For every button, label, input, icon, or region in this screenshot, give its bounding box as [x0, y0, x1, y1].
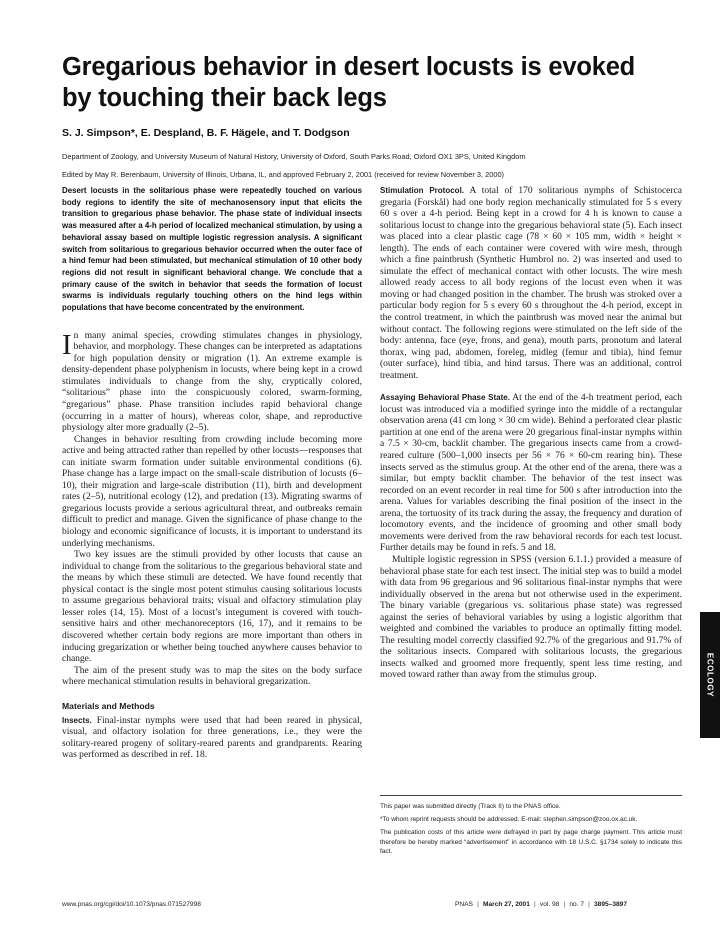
- intro-paragraph-4: The aim of the present study was to map the sites on the body surface where mechanical stimulation results in behavioral gregarization.: [62, 665, 362, 688]
- edited-by-line: Edited by May R. Berenbaum, University of Illinois, Urbana, IL, and approved February 2, 2001 (received for review November 3, 2000): [62, 170, 505, 179]
- section-side-tab: [700, 612, 720, 738]
- affiliation: Department of Zoology, and University Museum of Natural History, University of Oxford, South Parks Road, Oxford OX1 3PS, United Kingdom: [62, 152, 526, 161]
- assay-text: At the end of the 4-h treatment period, each locust was introduced via a modified syringe into the middle of a rectangular observation arena (41 cm long × 30 cm wide). Behind a perforated clear plastic partition at one end of the arena were 20 gregarious final-instar nymphs within a 7.5 × 30-cm, backlit chamber. The gregarious insects came from a crowd-reared culture (500–1,000 insects per 56 × 76 × 60-cm rearing bin). These insects served as the stimulus group. At the other end of the arena, there was a similar, but empty backlit chamber. The behavior of the test insect was recorded on an event recorder in real time for 500 s after introduction into the arena. Values for variables describing the final position of the insect in the arena, the tortuosity of its track during the assay, the frequency and duration of locomotory events, and the incidence of grooming and other small body movements were derived from the raw behavioral records for each test locust. Further details may be found in refs. 5 and 18.: [380, 393, 682, 554]
- intro-paragraph-1-text: n many animal species, crowding stimulates changes in physiology, behavior, and morphology. These changes can be interpreted as adaptations for high population density or migration (1). An extreme example is density-dependent phase polyphenism in locusts, where being kept in a crowd stimulates individuals to change from the shy, cryptically colored, “solitarious” phase into the conspicuously colored, swarm-forming, “gregarious” phase. Phase transition includes rapid behavioral change (occurring in a matter of hours), whereas color, shape, and reproductive physiology alter more gradually (2–5).: [62, 330, 362, 434]
- drop-cap: I: [62, 328, 72, 361]
- left-column: [62, 185, 362, 762]
- stimulation-run-head: Stimulation Protocol.: [380, 186, 465, 195]
- footnote-submission: This paper was submitted directly (Track II) to the PNAS office.: [380, 803, 561, 810]
- stimulation-paragraph: [380, 185, 682, 382]
- assay-run-head: Assaying Behavioral Phase State.: [380, 393, 510, 403]
- methods-heading: Materials and Methods: [62, 700, 155, 711]
- journal-citation: PNAS | March 27, 2001 | vol. 98 | no. 7 | 3895–3897: [455, 901, 628, 908]
- insects-paragraph: [62, 715, 362, 762]
- insects-run-head: Insects.: [62, 715, 92, 725]
- section-side-tab-label: ECOLOGY: [705, 652, 715, 698]
- assay-paragraph: [380, 392, 682, 555]
- page-range: 3895–3897: [594, 901, 628, 908]
- footnote-correspondence: *To whom reprint requests should be addressed. E-mail: stephen.simpson@zoo.ox.ac.uk.: [380, 816, 638, 824]
- journal-name: PNAS: [455, 901, 473, 908]
- footnote-publication-costs: The publication costs of this article were defrayed in part by page charge payment. This article must therefore be hereby marked “advertisement” in accordance with 18 U.S.C. §1734 solely to indicate this fact.: [380, 829, 682, 855]
- intro-paragraph-1: [62, 328, 362, 435]
- right-column: [380, 185, 682, 682]
- abstract: Desert locusts in the solitarious phase were repeatedly touched on various body regions to identify the site of mechanosensory input that elicits the transition to gregarious phase behavior. The phase state of individual insects was measured after a 4-h period of localized mechanical stimulation, by using a behavioral assay based on multiple logistic regression analysis. A significant switch from solitarious to gregarious behavior occurred when the outer face of a hind femur had been stimulated, but mechanical stimulation of 10 other body regions did not result in significant behavioral change. We conclude that a primary cause of the switch in behavior that seeds the formation of locust swarms is individuals regularly touching others on the hind legs within populations that have become concentrated by the environment.: [62, 186, 362, 313]
- insects-text: Final-instar nymphs were used that had been reared in physical, visual, and olfactory isolation for three generations, i.e., they were the solitary-reared progeny of solitary-reared parents and grandparents. Rearing was performed as described in ref. 18.: [62, 715, 363, 761]
- issue-number: no. 7: [569, 901, 584, 908]
- footnotes: [380, 795, 682, 860]
- intro-paragraph-3: Two key issues are the stimuli provided by other locusts that cause an individual to change from the solitarious to the gregarious behavioral state and the means by which these stimuli are detected. We have found recently that physical contact is the single most potent stimulus causing solitarious locusts to assume gregarious behavioral traits; visual and olfactory stimulation play lesser roles (14, 15). Most of a locust’s integument is covered with touch-sensitive hairs and other mechanoreceptors (16, 17), and it remains to be discovered whether certain body regions are more important than others in inducing gregarization or whether being touched anywhere causes behavior to change.: [62, 550, 362, 665]
- intro-paragraph-2: Changes in behavior resulting from crowding include becoming more active and being attracted rather than repelled by other locusts—responses that can initiate swarm formation under suitable environmental conditions (6). Phase change has a large impact on the small-scale distribution of locusts (6–10), their migration and large-scale distribution (11), birth and development rates (2–5), nutritional ecology (12), and predation (13). Migrating swarms of gregarious locusts provide a serious agricultural threat, and outbreaks remain difficult to predict and manage. Given the significance of phase change to the biology and economic significance of locusts, it is important to understand its underlying mechanisms.: [62, 434, 362, 549]
- doi-url[interactable]: www.pnas.org/cgi/doi/10.1073/pnas.071527998: [62, 901, 201, 908]
- author-list: S. J. Simpson*, E. Despland, B. F. Hägele, and T. Dodgson: [62, 127, 350, 139]
- regression-paragraph: Multiple logistic regression in SPSS (version 6.1.1.) provided a measure of behavioral phase state for each test insect. The initial step was to build a model with data from 96 gregarious and 96 solitarious final-instar nymphs that were individually observed in the arena but not otherwise used in the experiment. The binary variable (gregarious vs. solitarious phase state) was regressed against the series of behavioral variables by using a logistic algorithm that weighted and combined the variables to produce an optimally fitting model. The resulting model correctly classified 92.7% of the gregarious and 91.7% of the solitarious insects. Compared with solitarious locusts, the gregarious insects walked and groomed more frequently, spent less time resting, and moved toward rather than away from the stimulus group.: [380, 554, 682, 681]
- stimulation-text: A total of 170 solitarious nymphs of Schistocerca gregaria (Forskål) had one body region mechanically stimulated for 5 s every 60 s over a 4-h period. Being kept in a crowd for 4 h is known to cause a solitarious locust to change into the gregarious behavioral state (5). Each insect was placed into a clear plastic cage (78 × 60 × 105 mm, width × height × length). The ends of each container were covered with wire mesh, through which a fine paintbrush (Synthetic Humbrol no. 2) was inserted and used to simulate the effect of mechanical contact with other locusts. The wire mesh allowed ready access to all body regions of the locust even when it was moving or had changed position in the chamber. The brush was stroked over a particular body region for 5 s every 60 s throughout the 4-h period, except in the control treatment, in which the paintbrush was moved near the animal but without contact. The following regions were stimulated on the left side of the body: antenna, face (eye, frons, and gena), mouth parts, pronotum and lateral thorax, wing pad, abdomen, foreleg, midleg (femur and tibia), hind femur (outer surface), hind tibia, and hind tarsus. There was an additional, control treatment.: [380, 186, 682, 381]
- issue-date: March 27, 2001: [482, 901, 530, 908]
- volume: vol. 98: [539, 901, 560, 908]
- article-title: Gregarious behavior in desert locusts is evoked by touching their back legs: [62, 53, 636, 112]
